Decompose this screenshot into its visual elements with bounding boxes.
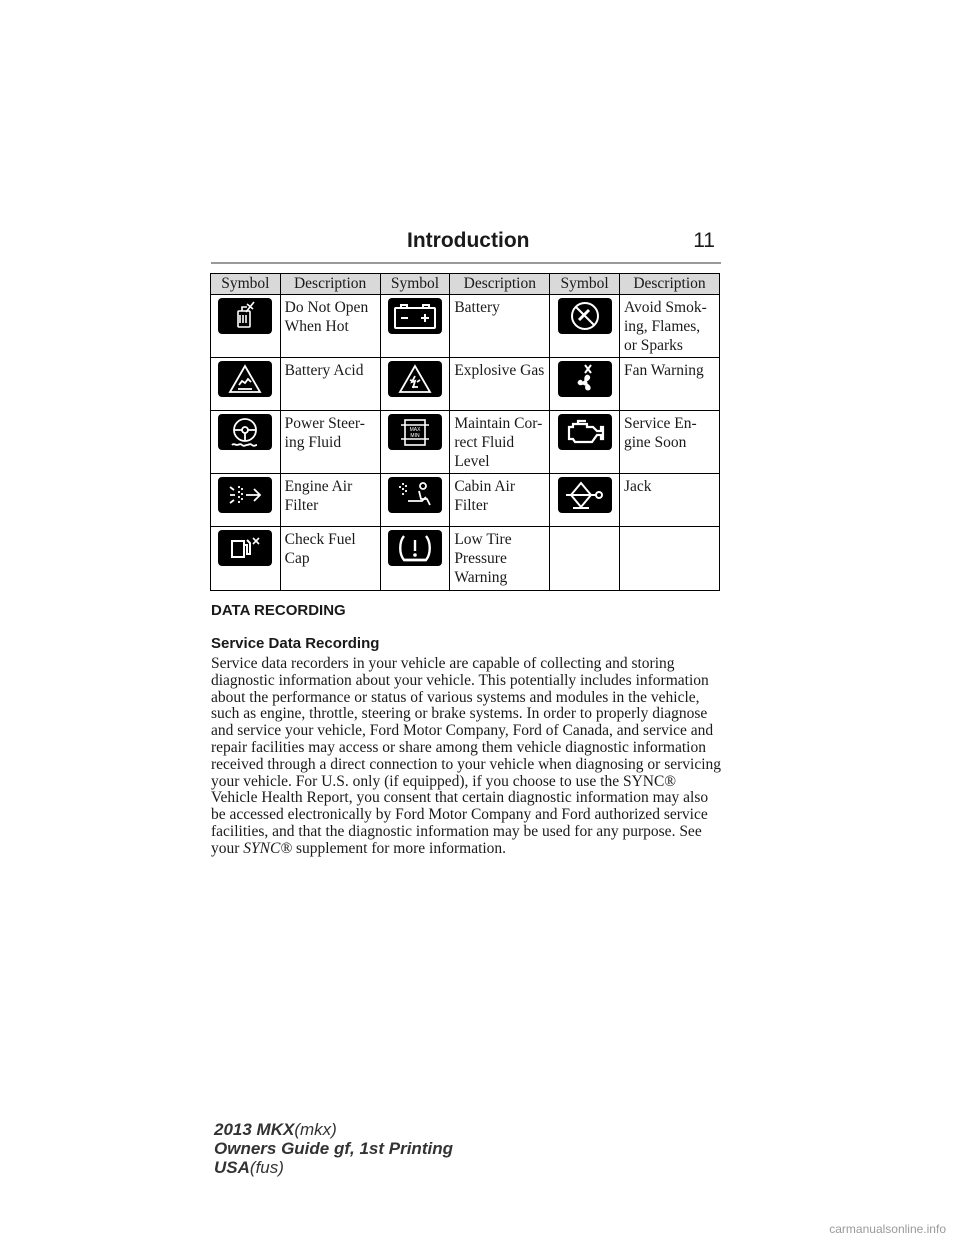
svg-text:MIN: MIN — [410, 433, 420, 439]
symbol-description: Battery Acid — [280, 358, 380, 411]
body-text: Service data recorders in your vehicle are capable of collecting and storing diagnostic information about your vehicle. This potentially includes information about the performance or status of various systems and modules in the vehicle, such as engine, throttle, steering or brake systems. In order to properly diagnose and service your vehicle, Ford Motor Company, Ford of Canada, and service and repair facilities may access or share among them vehicle diagnostic information received through a direct connection to your vehicle when diagnosing or servicing your vehicle. For U.S. only (if equipped), if you choose to use the SYNC® Vehicle Health Report, you consent that certain diagnostic information may also be accessed electronically by Ford Motor Company and Ford authorized service facilities, and that the diagnostic information may be used for any purpose. See your — [211, 655, 722, 857]
table-row — [211, 295, 720, 358]
symbol-description: Service En-gine Soon — [619, 411, 719, 474]
table-row — [211, 411, 720, 474]
column-header: Symbol — [211, 274, 281, 295]
jack-icon — [558, 477, 612, 513]
fluid-level-icon — [388, 414, 442, 450]
symbol-description: Check Fuel Cap — [280, 527, 380, 591]
empty-symbol-cell — [550, 527, 620, 591]
watermark: carmanualsonline.info — [829, 1222, 946, 1236]
battery-acid-icon — [218, 361, 272, 397]
symbol-description: Power Steer-ing Fluid — [280, 411, 380, 474]
footer-model: 2013 MKX — [214, 1120, 295, 1139]
table-header-row — [211, 274, 720, 295]
symbol-description: Fan Warning — [619, 358, 719, 411]
power-steering-fluid-icon — [218, 414, 272, 450]
page-title: Introduction — [407, 229, 530, 252]
symbol-description: Maintain Cor-rect Fluid Level — [450, 411, 550, 474]
footer-guide: Owners Guide gf, 1st Printing — [214, 1139, 453, 1158]
header-divider — [211, 262, 721, 264]
symbol-description: Jack — [619, 474, 719, 527]
engine-air-filter-icon — [218, 477, 272, 513]
footer-market: USA — [214, 1158, 250, 1177]
svg-text:MAX: MAX — [409, 427, 421, 433]
subsection-title: Service Data Recording — [211, 635, 380, 652]
symbol-description: Do Not Open When Hot — [280, 295, 380, 358]
low-tire-pressure-icon — [388, 530, 442, 566]
page-footer — [214, 1120, 453, 1177]
column-header: Description — [619, 274, 719, 295]
battery-icon — [388, 298, 442, 334]
no-smoking-icon — [558, 298, 612, 334]
do-not-open-hot-icon — [218, 298, 272, 334]
footer-market-code: (fus) — [249, 1158, 284, 1177]
column-header: Symbol — [550, 274, 620, 295]
table-row — [211, 474, 720, 527]
column-header: Description — [450, 274, 550, 295]
service-engine-icon — [558, 414, 612, 450]
symbol-description: Engine Air Filter — [280, 474, 380, 527]
column-header: Symbol — [380, 274, 450, 295]
symbols-table — [210, 273, 720, 591]
symbol-description: Cabin Air Filter — [450, 474, 550, 527]
section-title: DATA RECORDING — [211, 602, 346, 619]
footer-model-code: (mkx) — [294, 1120, 337, 1139]
sync-reference: SYNC® — [243, 839, 293, 857]
fan-warning-icon — [558, 361, 612, 397]
empty-description-cell — [619, 527, 719, 591]
symbol-description: Explosive Gas — [450, 358, 550, 411]
page-header — [211, 229, 721, 259]
table-row — [211, 358, 720, 411]
cabin-air-filter-icon — [388, 477, 442, 513]
body-text-end: supplement for more information. — [292, 839, 507, 857]
symbol-description: Avoid Smok-ing, Flames, or Sparks — [619, 295, 719, 358]
body-paragraph — [211, 656, 726, 858]
column-header: Description — [280, 274, 380, 295]
check-fuel-cap-icon — [218, 530, 272, 566]
explosive-gas-icon — [388, 361, 442, 397]
symbol-description: Battery — [450, 295, 550, 358]
page-number: 11 — [693, 229, 715, 252]
table-row — [211, 527, 720, 591]
symbol-description: Low Tire Pressure Warning — [450, 527, 550, 591]
